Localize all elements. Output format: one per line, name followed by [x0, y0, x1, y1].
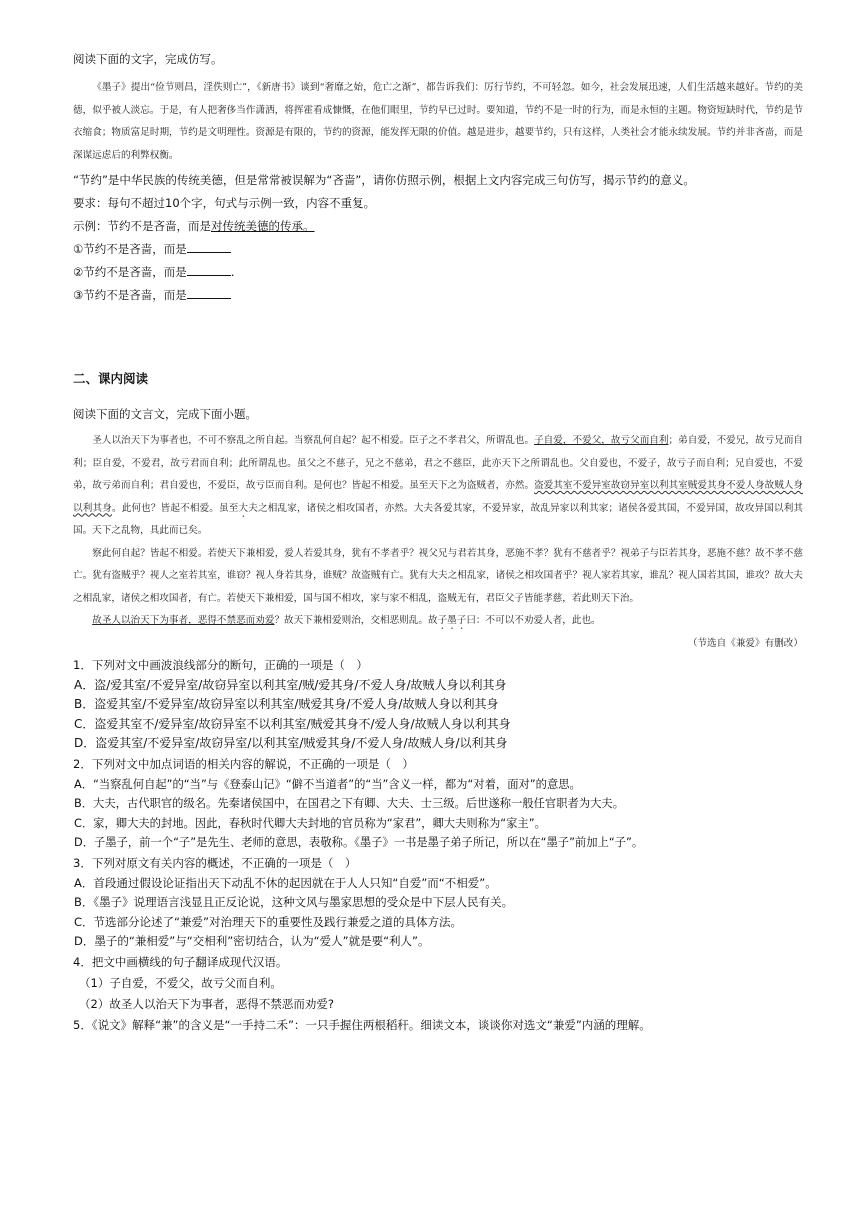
q2-option-d[interactable]: D．子墨子，前一个“子”是先生、老师的意思，表敬称。《墨子》一书是墨子弟子所记，所以在“墨子”前加上“子”。 — [74, 836, 644, 849]
passage-source: （节选自《兼爱》有删改） — [687, 637, 803, 649]
example-answer: 对传统美德的传承。 — [211, 219, 315, 233]
question-1-stem: 1．下列对文中画波浪线部分的断句，正确的一项是（ ） — [73, 657, 368, 672]
q4-sub-2: （2）故圣人以治天下为事者，恶得不禁恶而劝爱? — [79, 996, 334, 1011]
q1-option-a[interactable]: A．盗/爱其室/不爱异室/故窃异室以利其室/贼/爱其身/不爱人身/故贼人身以利其身 — [74, 677, 507, 692]
answer-blank[interactable] — [187, 263, 231, 276]
wavy-underlined-passage: 盗爱其室不爱异室故窃异室以利其室贼爱其身不爱人身故贼人身以利其身 — [73, 480, 804, 514]
dotted-word-zimozi: 子墨子 — [437, 615, 467, 626]
imitation-instruction: 阅读下面的文字，完成仿写。 — [73, 52, 223, 66]
answer-blank[interactable] — [187, 286, 231, 299]
q2-option-c[interactable]: C．家，卿大夫的封地。因此，春秋时代卿大夫封地的官员称为“家君”，卿大夫则称为“家主”。 — [74, 816, 546, 830]
classical-paragraph-2: 察此何自起？皆起不相爱。若使天下兼相爱，爱人若爱其身，犹有不孝者乎？视父兄与君若其身，恶施不孝？犹有不慈者乎？视弟子与臣若其身，恶施不慈？故不孝不慈亡。犹有盗贼乎？视人之室若其室，谁窃？视人身若其身，谁贼？故盗贼有亡。犹有大夫之相乱家，诸侯之相攻国者乎？视人家若其家，谁乱？视人国若其国，谁攻？故大夫之相乱家，诸侯之相攻国者，有亡。若使天下兼相爱，国与国不相攻，家与家不相乱，盗贼无有，君臣父子皆能孝慈，若此则天下治。 — [73, 547, 803, 604]
q1-option-b[interactable]: B．盗爱其室/不爱异室/故窃异室以利其室/贼爱其身/不爱人身/故贼人身以利其身 — [74, 697, 499, 711]
classical-paragraph-1: 圣人以治天下为事者也，不可不察乱之所自起。当察乱何自起？起不相爱。臣子之不孝君父，所谓乱也。子自爱，不爱父，故亏父而自利；弟自爱，不爱兄，故亏兄而自利；臣自爱，不爱君，故亏君而自利；此所谓乱也。虽父之不慈子，兄之不慈弟，君之不慈臣，此亦天下之所谓乱也。父自爱也，不爱子，故亏子而自利；兄自爱也，不爱弟，故亏弟而自利；君自爱也，不爱臣，故亏臣而自利。是何也？皆起不相爱。虽至天下之为盗贼者，亦然。盗爱其室不爱异室故窃异室以利其室贼爱其身不爱人身故贼人身以利其身。此何也？皆起不相爱。虽至大夫之相乱家，诸侯之相攻国者，亦然。大夫各爱其家，不爱异家，故乱异家以利其家；诸侯各爱其国，不爱异国，故攻异国以利其国。天下之乱物，具此而已矣。 — [73, 435, 804, 536]
q3-option-b[interactable]: B．《墨子》说理语言浅显且正反论说，这种文风与墨家思想的受众是中下层人民有关。 — [74, 895, 514, 909]
answer-blank[interactable] — [187, 240, 231, 253]
q2-option-a[interactable]: A．“当察乱何自起”的“当”与《登泰山记》“僻不当道者”的“当”含义一样，都为“对着，面对”的意思。 — [74, 777, 581, 791]
q3-option-a[interactable]: A．首段通过假设论证指出天下动乱不休的起因就在于人人只知“自爱”而“不相爱”。 — [74, 875, 497, 890]
q1-option-d[interactable]: D．盗爱其室/不爱异室/故窃异室/以利其室/贼爱其身/不爱人身/故贼人身/以利其身 — [74, 736, 508, 750]
classical-instruction: 阅读下面的文言文，完成下面小题。 — [73, 407, 257, 421]
imitation-item-label: ③节约不是吝啬，而是 — [73, 288, 187, 302]
question-3-stem: 3．下列对原文有关内容的概述，不正确的一项是（ ） — [73, 855, 357, 870]
imitation-item-label: ②节约不是吝啬，而是 — [73, 265, 187, 279]
imitation-item-label: ①节约不是吝啬，而是 — [73, 242, 187, 256]
imitation-task: “节约”是中华民族的传统美德，但是常常被误解为“吝啬”，请你仿照示例，根据上文内容完成三句仿写，揭示节约的意义。 — [73, 173, 695, 187]
imitation-item-3[interactable] — [73, 284, 803, 307]
underlined-sentence-1: 子自爱，不爱父，故亏父而自利 — [534, 435, 669, 446]
q2-option-b[interactable]: B．大夫，古代职官的级名。先秦诸侯国中，在国君之下有卿、大夫、士三级。后世遂称一般任官职者为大夫。 — [74, 797, 625, 810]
imitation-item-1[interactable] — [73, 238, 803, 261]
example-prefix: 示例：节约不是吝啬，而是 — [73, 219, 211, 233]
q4-sub-1: （1）子自爱，不爱父，故亏父而自利。 — [79, 975, 282, 990]
q3-option-d[interactable]: D．墨子的“兼相爱”与“交相利”密切结合，认为“爱人”就是要“利人”。 — [74, 934, 430, 948]
section-heading: 二、课内阅读 — [73, 371, 149, 386]
imitation-requirement: 要求：每句不超过10个字，句式与示例一致，内容不重复。 — [73, 196, 376, 210]
imitation-example — [73, 215, 803, 238]
passage-frugality: 《墨子》提出“俭节则昌，淫佚则亡”，《新唐书》谈到“奢靡之始，危亡之渐”，都告诉我们：厉行节约，不可轻忽。如今，社会发展迅速，人们生活越来越好。节约的美德，似乎被人淡忘。于是，有人把奢侈当作潇洒，将挥霍看成慷慨，在他们眼里，节约早已过时。要知道，节约不是一时的行为，而是永恒的主题。物资短缺时代，节约是节衣缩食；物质富足时期，节约是文明理性。资源是有限的，节约的资源，能发挥无限的价值。越是进步，越要节约，只有这样，人类社会才能永续发展。节约并非吝啬，而是深谋远虑后的利弊权衡。 — [73, 82, 803, 161]
worksheet-page — [73, 48, 803, 1036]
question-4-stem: 4．把文中画横线的句子翻译成现代汉语。 — [73, 954, 288, 969]
imitation-item-2[interactable]: ②节约不是吝啬，而是 . — [73, 265, 235, 279]
q1-option-c[interactable]: C．盗爱其室不/爱异室/故窃异室不以利其室/贼爱其身不/爱人身/故贼人身以利其身 — [74, 716, 511, 731]
question-2-stem: 2．下列对文中加点词语的相关内容的解说，不正确的一项是（ ） — [73, 756, 414, 771]
dotted-word-dafu: 大 — [238, 502, 249, 514]
classical-paragraph-3: 故圣人以治天下为事者，恶得不禁恶而劝爱？故天下兼相爱则治，交相恶则乱。故子墨子曰：不可以不劝爱人者，此也。 — [92, 615, 601, 626]
q3-option-c[interactable]: C．节选部分论述了“兼爱”对治理天下的重要性及践行兼爱之道的具体方法。 — [74, 914, 462, 929]
underlined-sentence-2: 故圣人以治天下为事者，恶得不禁恶而劝爱 — [92, 615, 275, 626]
question-5-stem: 5．《说文》解释“兼”的含义是“一手持二禾”：一只手握住两根稻秆。细读文本，谈谈你对选文“兼爱”内涵的理解。 — [73, 1017, 651, 1032]
